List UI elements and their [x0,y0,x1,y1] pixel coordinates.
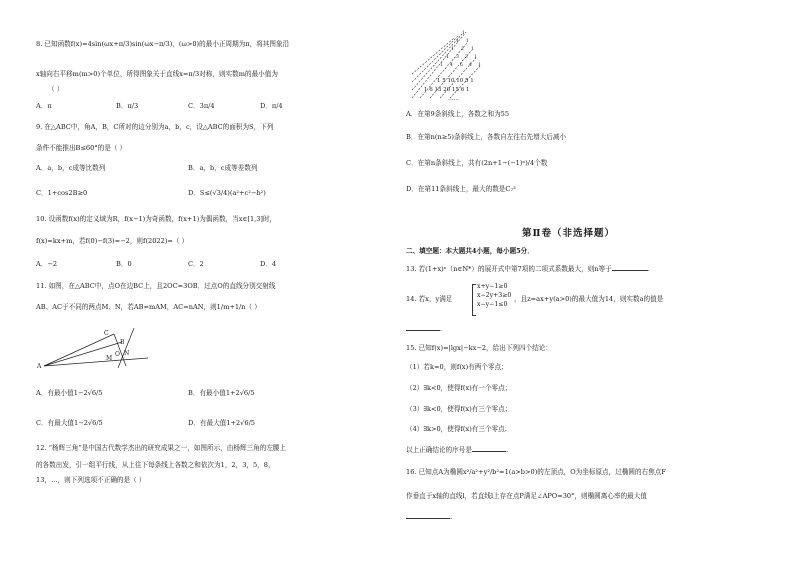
q14-ineq-1: x+y−1≥0 [477,283,508,290]
q10-option-d[interactable]: D．4 [260,260,277,268]
q8-line2: x轴向右平移m(m>0)个单位，所得图象关于直线x=π/3对称，则实数m的最小值为 [36,70,278,78]
q12-option-d[interactable]: D．在第11条斜线上，最大的数是C₇³ [406,185,516,193]
q14-answer: . [406,323,442,334]
q15-answer-label: 以上正确结论的序号是 [406,446,472,454]
q9-option-d[interactable]: D．S≤(√3/4)(a²+c²−b²) [188,189,266,197]
q12-option-b[interactable]: B．在第n(n≥5)条斜线上，各数自左往右先增大后减小 [406,133,567,141]
q10-option-c[interactable]: C．2 [188,260,204,268]
q14-tail: ，且z=ax+y(a>0)的最大值为14，则实数a的值是 [514,295,664,303]
q12-option-a[interactable]: A．在第9条斜线上，各数之和为55 [406,110,510,118]
q8-line1: 8. 已知函数f(x)=4sin(ωx+π/3)sin(ωx−π/3)，(ω>0)的最小正周期为π，将其图象沿 [36,40,290,48]
label-n: N [124,350,130,357]
triangle-row5: 1 5 10 10 5 1 [437,78,474,84]
svg-text:4: 4 [469,63,472,68]
svg-text:4: 4 [450,63,453,68]
q14-answer-blank[interactable] [406,323,440,331]
label-a: A [37,363,42,370]
svg-text:1: 1 [478,63,481,68]
q15-item-3: （3）∃k<0，使得f(x)有三个零点； [406,405,512,413]
q13-text: 13. 若(1+x)ⁿ（n∈N*）的展开式中第7项的二项式系数最大，则n等于 . [406,265,650,273]
svg-text:1: 1 [440,63,443,68]
q12-line3: 13，…，则下列选项不正确的是（ ） [36,476,146,484]
q15-item-2: （2）∃k<0，使得f(x)有一个零点； [406,384,512,392]
svg-text:2: 2 [461,47,464,52]
q11-option-a[interactable]: A．有最小值1−2√6/5 [36,389,103,397]
q14-brace [472,284,476,316]
q9-option-c[interactable]: C．1+cos2B≥0 [36,189,88,197]
q16-answer-blank[interactable] [406,511,450,519]
q11-line1: 11. 如图，在△ABC中，点O在边BC上，且2OC=3OB．过点O的直线分别交射线 [36,282,276,290]
q15-answer-blank[interactable] [472,444,506,452]
q8-option-b[interactable]: B．π/3 [116,102,139,110]
q11-option-c[interactable]: C．有最大值1−2√6/5 [36,419,103,427]
q9-line2: 条件不能推出B≤60°的是（ ） [36,144,127,152]
svg-text:6: 6 [460,63,463,68]
q9-line1: 9. 在△ABC中，角A，B，C所对的边分别为a，b，c，设△ABC的面积为S，下列 [36,123,274,131]
q14-ineq-3: x−y−1≤0 [477,301,508,308]
q10-option-b[interactable]: B．0 [116,260,132,268]
label-m: M [106,355,113,362]
q13-stem: 13. 若(1+x)ⁿ（n∈N*）的展开式中第7项的二项式系数最大，则n等于 [406,265,612,273]
section2-heading: 二、填空题：本大题共4小题，每小题5分． [406,247,534,255]
q8-option-c[interactable]: C．3π/4 [188,102,215,110]
q15-line: 15. 已知f(x)=|lgx|−kx−2，给出下列四个结论： [406,344,552,352]
q13-answer-blank[interactable] [612,263,648,271]
q14-ineq-2: x−2y+3≥0 [477,292,512,299]
q8-paren: （ ） [48,85,64,93]
svg-text:3: 3 [456,55,459,60]
q9-option-b[interactable]: B．a，b，c成等差数列 [188,164,258,172]
q8-option-a[interactable]: A．π [36,102,52,110]
q16-line2: 作垂直于x轴的直线l，若直线l上存在点P满足∠APO=30°，则椭圆离心率的最大值 [406,492,647,500]
q10-line1: 10. 设函数f(x)的定义域为R，f(x−1)为奇函数，f(x+1)为偶函数，当x∈[1,3]时， [36,215,277,223]
label-c: C [104,330,109,337]
q16-answer: . [406,511,452,522]
triangle-dots: …… [448,96,459,102]
q12-line2: 的各数出发，引一组平行线，从上往下每条线上各数之和依次为1，2，3，5，8， [36,461,275,469]
svg-text:3: 3 [465,55,468,60]
q15-item-1: （1）若k=0，则f(x)有两个零点； [406,363,508,371]
q12-line1: 12. “杨辉三角”是中国古代数学杰出的研究成果之一，如图所示，由杨辉三角的左腰上 [36,444,287,452]
q10-option-a[interactable]: A．−2 [36,260,58,268]
svg-text:1: 1 [446,55,449,60]
q11-option-d[interactable]: D．有最大值1+2√6/5 [188,419,255,427]
svg-text:1: 1 [471,47,474,52]
triangle-row6: 1 6 15 20 15 6 1 [424,87,470,93]
svg-text:1: 1 [466,39,469,44]
svg-text:1: 1 [474,55,477,60]
q9-option-a[interactable]: A．a，b，c成等比数列 [36,164,106,172]
triangle-figure [36,322,156,372]
q16-line1: 16. 已知点A为椭圆x²/a²+y²/b²=1(a>b>0)的左顶点，O为坐标原点，过椭圆的右焦点F [406,468,666,476]
q11-line2: AB、AC于不同的两点M、N，若AB=mAM，AC=nAN，则1/m+1/n（ ） [36,303,261,311]
q11-option-b[interactable]: B．有最小值1+2√6/5 [188,389,255,397]
q10-line2: f(x)=kx+m，若f(0)−f(3)=−2，则f(2022)=（ ） [36,237,189,245]
svg-text:1: 1 [456,39,459,44]
label-b: B [120,339,125,346]
q15-answer: 以上正确结论的序号是 . [406,446,509,454]
part2-title: 第Ⅱ卷（非选择题） [522,228,616,239]
q8-option-d[interactable]: D．π/4 [260,102,283,110]
label-o: O [115,351,120,358]
q14-lead: 14. 若x，y满足 [406,295,453,303]
svg-text:1: 1 [451,47,454,52]
q15-item-4: （4）∃k>0，使得f(x)有三个零点. [406,425,507,433]
q12-option-c[interactable]: C．在第n条斜线上，共有(2n+1−(−1)ⁿ)/4个数 [406,159,548,167]
svg-text:1: 1 [462,31,465,36]
